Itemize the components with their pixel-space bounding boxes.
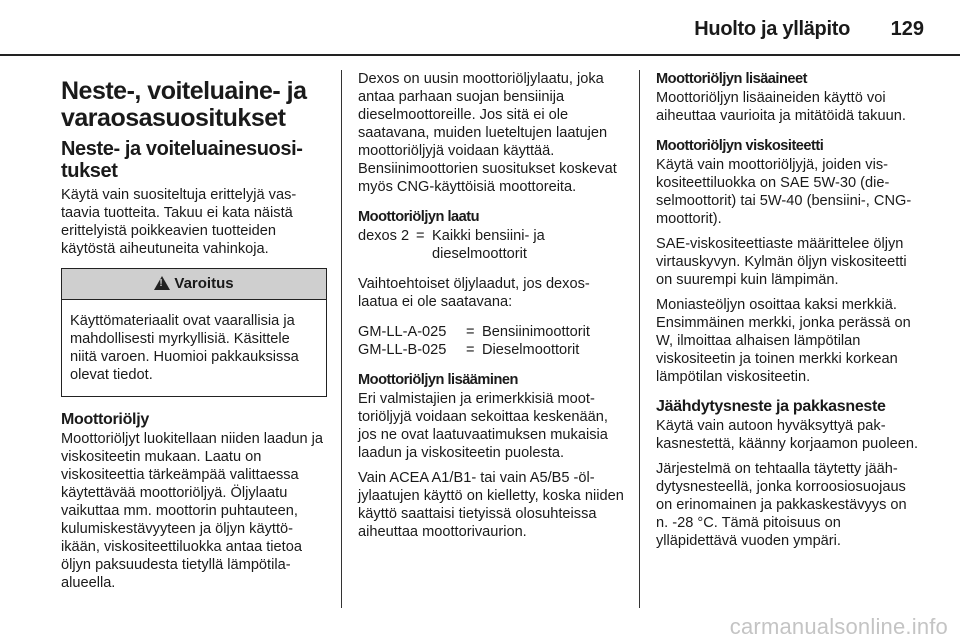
oil-viscosity-paragraph: Käytä vain moottoriöljyjä, joiden viskositeettiluokka on SAE 5W-30 (dieselmoottorit) tai 5W-40 (bensiini-, CNG-moottorit). xyxy=(656,157,912,227)
header-divider xyxy=(0,54,960,56)
spec-desc: Kaikki bensiini- ja dieselmoottorit xyxy=(432,228,545,262)
oil-viscosity-heading: Moottoriöljyn viskositeetti xyxy=(656,138,824,154)
table-row xyxy=(358,341,590,359)
column-3 xyxy=(656,70,922,557)
column-1 xyxy=(61,70,327,599)
page-title: Neste-, voiteluaine- ja varaosasuositukset xyxy=(61,77,307,132)
spec-desc: Bensiinimoottorit xyxy=(482,324,590,340)
dexos-paragraph: Dexos on uusin moottoriöljylaatu, joka antaa parhaan suojan bensiinija dieselmoottoreille. Jos sitä ei ole saatavana, muiden lueteltujen laatujen moottoriöljyjä voidaan käyttää. Bensiinimoottorien suositukset koskevat myös CNG-käyttöisiä moottoreita. xyxy=(358,71,617,195)
intro-paragraph: Käytä vain suositeltuja erittelyjä vastaavia tuotteita. Takuu ei kata näistä erittelyistä poikkeavien tuotteiden käytöstä aiheutuneita vahinkoja. xyxy=(61,187,297,257)
oil-adding-paragraph: Eri valmistajien ja erimerkkisiä moottoriöljyjä voidaan sekoittaa keskenään, jos ne ovat laatuvaatimuksen mukaisia laadun ja viskositeetin puolesta. xyxy=(358,391,608,461)
watermark: carmanualsonline.info xyxy=(729,614,948,639)
column-divider-2 xyxy=(639,70,640,608)
spec-code: dexos 2 xyxy=(358,228,410,244)
spec-sep: = xyxy=(466,342,475,358)
spec-desc: Dieselmoottorit xyxy=(482,342,580,358)
warning-header xyxy=(62,269,326,300)
engine-oil-heading: Moottoriöljy xyxy=(61,411,149,428)
page-number: 129 xyxy=(890,18,924,40)
spec-code: GM-LL-B-025 xyxy=(358,342,447,358)
coolant-heading: Jäähdytysneste ja pakkasneste xyxy=(656,398,886,415)
table-row xyxy=(358,323,590,341)
spec-sep: = xyxy=(466,324,475,340)
section-heading: Neste- ja voiteluainesuositukset xyxy=(61,138,303,182)
coolant-paragraph: Käytä vain autoon hyväksyttyä pakkasnestettä, käänny korjaamon puoleen. xyxy=(656,418,919,452)
oil-additives-heading: Moottoriöljyn lisäaineet xyxy=(656,71,807,87)
warning-label: Varoitus xyxy=(174,275,234,292)
oil-quality-table xyxy=(358,227,624,263)
multigrade-paragraph: Moniasteöljyn osoittaa kaksi merkkiä. Ensimmäinen merkki, jonka perässä on W, ilmoittaa alhaisen lämpötilan viskositeetin ja toinen merkki korkean lämpötilan viskositeetin. xyxy=(656,297,911,385)
alternative-oils-paragraph: Vaihtoehtoiset öljylaadut, jos dexoslaatua ei ole saatavana: xyxy=(358,276,590,310)
oil-additives-paragraph: Moottoriöljyn lisäaineiden käyttö voi aiheuttaa vaurioita ja mitätöidä takuun. xyxy=(656,90,906,124)
column-divider-1 xyxy=(341,70,342,608)
sae-paragraph: SAE-viskositeettiaste määrittelee öljyn virtauskyvyn. Kylmän öljyn viskositeetti on suurempi kuin lämpimän. xyxy=(656,236,907,288)
warning-triangle-icon xyxy=(154,276,170,290)
alternative-oils-table xyxy=(358,323,590,359)
cooling-system-paragraph: Järjestelmä on tehtaalla täytetty jäähdytysnesteellä, jonka korroosiosuojaus on erinomainen ja pakkaskestävyys on n. -28 °C. Tämä pitoisuus on ylläpidettävä vuoden ympäri. xyxy=(656,461,907,549)
spec-code: GM-LL-A-025 xyxy=(358,324,447,340)
page-header xyxy=(0,0,960,54)
acea-paragraph: Vain ACEA A1/B1- tai vain A5/B5 -öljylaatujen käyttö on kielletty, koska niiden käyttö saattaisi tietyissä olosuhteissa aiheuttaa moottorivaurion. xyxy=(358,470,624,540)
engine-oil-paragraph: Moottoriöljyt luokitellaan niiden laadun ja viskositeetin mukaan. Laatu on viskositeettia tärkeämpää valittaessa käytettävää moottoriöljyä. Öljylaatu vaikuttaa mm. moottorin puhtauteen, kulumiskestävyyteen ja öljyn käyttöikään, viskositeettiluokka antaa tietoa öljyn paksuudesta tietyllä lämpötilaalueella. xyxy=(61,431,324,591)
warning-text: Käyttömateriaalit ovat vaarallisia ja mahdollisesti myrkyllisiä. Käsittele niitä varoen. Huomioi pakkauksissa olevat tiedot. xyxy=(70,313,299,383)
oil-quality-heading: Moottoriöljyn laatu xyxy=(358,209,480,225)
table-row xyxy=(358,227,624,263)
oil-adding-heading: Moottoriöljyn lisääminen xyxy=(358,372,518,388)
section-title: Huolto ja ylläpito xyxy=(694,18,850,40)
spec-sep: = xyxy=(416,228,425,244)
warning-box xyxy=(61,268,327,397)
column-2 xyxy=(358,70,624,548)
